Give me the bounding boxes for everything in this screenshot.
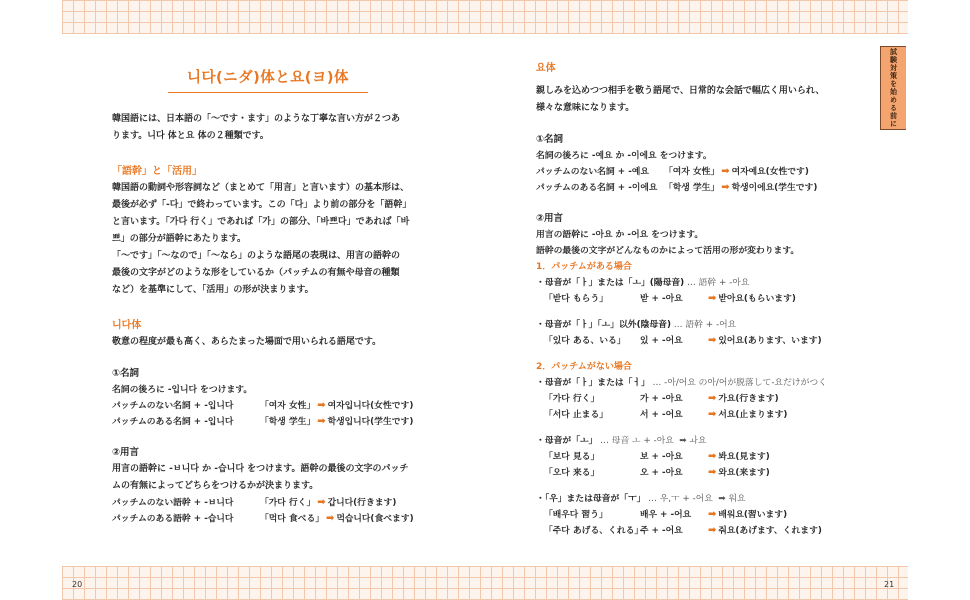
batchim-yes-heading: 1．パッチムがある場合 xyxy=(536,262,632,272)
left-page xyxy=(112,60,442,527)
arrow-icon: ➡ xyxy=(708,451,717,462)
bottom-grid-band xyxy=(62,566,908,600)
verb-paragraph: 用言の語幹に -ㅂ니다 か -습니다 をつけます。語幹の最後の文字のパッチ ムの有無によってどちらをつけるかが決まります。 xyxy=(112,464,409,491)
example-row: 「주다 あげる、くれる」 주 + -어요 ➡ 줘요(あげます、くれます) xyxy=(536,523,856,539)
arrow-icon: ➡ xyxy=(317,400,326,411)
rule-bullet: ・母音が「ㅏ」「ㅗ」以外(陰母音) … 語幹 + -어요 xyxy=(536,320,737,330)
nida-paragraph: 敬意の程度が最も高く、あらたまった場面で用いられる語尾です。 xyxy=(112,337,382,347)
example-row: 「보다 見る」 보 + -아요 ➡ 봐요(見ます) xyxy=(536,449,856,465)
page-number-right: 21 xyxy=(884,580,895,589)
page-title: 니다(ニダ)体と요(ヨ)体 xyxy=(168,60,368,93)
intro-paragraph: 韓国語には、日本語の「〜です・ます」のような丁寧な言い方が２つあ ります。니다 体と요 体の２種類です。 xyxy=(112,114,401,141)
noun-heading: ①名詞 xyxy=(536,134,564,145)
arrow-icon: ➡ xyxy=(708,467,717,478)
arrow-icon: ➡ xyxy=(708,335,717,346)
arrow-icon: ➡ xyxy=(317,416,326,427)
arrow-icon: ➡ xyxy=(317,497,326,508)
arrow-icon: ➡ xyxy=(708,393,717,404)
example-row: 「오다 来る」 오 + -아요 ➡ 와요(来ます) xyxy=(536,465,856,481)
example-row: パッチムのある名詞 + -입니다 「학생 学生」 ➡ 학생입니다(学生です) xyxy=(112,414,442,430)
arrow-icon: ➡ xyxy=(326,513,335,524)
nida-heading: 니다体 xyxy=(112,320,142,331)
example-row: パッチムのある語幹 + -습니다 「먹다 食べる」 ➡ 먹습니다(食べます) xyxy=(112,511,442,527)
verb-heading: ②用言 xyxy=(536,213,564,224)
example-row: 「받다 もらう」 받 + -아요 ➡ 받아요(もらいます) xyxy=(536,291,856,307)
example-row: 「서다 止まる」 서 + -어요 ➡ 서요(止まります) xyxy=(536,407,856,423)
noun-heading: ①名詞 xyxy=(112,368,140,379)
top-grid-band xyxy=(62,0,908,34)
example-row: 「가다 行く」 가 + -아요 ➡ 가요(行きます) xyxy=(536,391,856,407)
right-page xyxy=(536,60,856,539)
arrow-icon: ➡ xyxy=(721,166,730,177)
verb-paragraph: 用言の語幹に -아요 か -어요 をつけます。 語幹の最後の文字がどんなものかによって活用の形が変わります。 xyxy=(536,230,800,256)
verb-heading: ②用言 xyxy=(112,447,140,458)
example-row: パッチムのない名詞 + -입니다 「여자 女性」 ➡ 여자입니다(女性です) xyxy=(112,398,442,414)
example-row: 「배우다 習う」 배우 + -어요 ➡ 배워요(習います) xyxy=(536,507,856,523)
chapter-thumb-tab[interactable]: 試験対策を始める前に xyxy=(880,46,906,130)
example-row: パッチムのない名詞 + -예요 「여자 女性」 ➡ 여자예요(女性です) xyxy=(536,164,856,180)
arrow-icon: ➡ xyxy=(708,409,717,420)
example-row: パッチムのない語幹 + -ㅂ니다 「가다 行く」 ➡ 갑니다(行きます) xyxy=(112,495,442,511)
stem-paragraph: 韓国語の動詞や形容詞など（まとめて「用言」と言います）の基本形は、 最後が必ず「-다」で終わっています。この「다」より前の部分を「語幹」 と言います。「가다 行く」であれば「가」の部分、「바쁘다」であれば「바 쁘」の部分が語幹にあたります。 「〜です」「〜なので」「〜なら」のような語尾の表現は、用言の語幹の 最後の文字がどのような形をしているか（パッチムの有無や母音の種類 など）を基準にして、「活用」の形が決まります。 xyxy=(112,183,412,295)
example-row: パッチムのある名詞 + -이에요 「학생 学生」 ➡ 학생이에요(学生です) xyxy=(536,180,856,196)
rule-bullet: ・母音が「ㅗ」 … 母音 ㅗ + -아요 ➡ ㅘ요 xyxy=(536,436,707,446)
stem-heading: 「語幹」と「活用」 xyxy=(112,166,202,177)
rule-bullet: ・母音が「ㅏ」または「ㅓ」 … -아/어요 の아/어が脱落して-요だけがつく xyxy=(536,378,827,388)
noun-rule-line: 名詞の後ろに -입니다 をつけます。 xyxy=(112,385,253,395)
rule-bullet: ・「우」または母音が「ㅜ」 … 우,ㅜ + -어요 ➡ 워요 xyxy=(536,494,746,504)
yo-paragraph: 親しみを込めつつ相手を敬う語尾で、日常的な会話で幅広く用いられ、 様々な意味になります。 xyxy=(536,86,825,113)
arrow-icon: ➡ xyxy=(708,509,717,520)
batchim-no-heading: 2．パッチムがない場合 xyxy=(536,362,632,372)
arrow-icon: ➡ xyxy=(721,182,730,193)
page-number-left: 20 xyxy=(72,580,83,589)
example-row: 「있다 ある、いる」 있 + -어요 ➡ 있어요(あります、います) xyxy=(536,333,856,349)
noun-rule-line: 名詞の後ろに -예요 か -이에요 をつけます。 xyxy=(536,151,712,161)
rule-bullet: ・母音が「ㅏ」または「ㅗ」(陽母音) … 語幹 + -아요 xyxy=(536,278,750,288)
arrow-icon: ➡ xyxy=(708,525,717,536)
yo-heading: 요体 xyxy=(536,63,556,74)
arrow-icon: ➡ xyxy=(708,293,717,304)
